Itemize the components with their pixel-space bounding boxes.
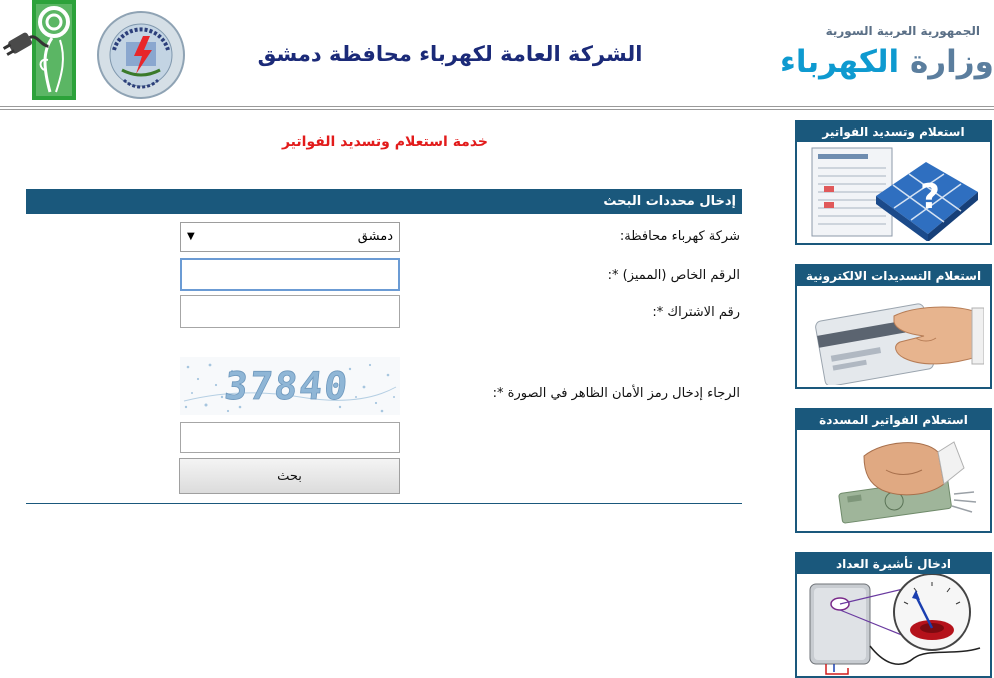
search-criteria-header: إدخال محددات البحث (26, 189, 742, 214)
panel-invoice-inquiry-title: استعلام وتسديد الفواتير (797, 122, 990, 142)
ministry-word: وزارة (909, 44, 994, 80)
private-number-input[interactable] (180, 258, 400, 291)
captcha-image (180, 357, 400, 415)
captcha-label: الرجاء إدخال رمز الأمان الظاهر في الصورة *: (492, 386, 740, 401)
meter-icon (804, 574, 984, 678)
plug-logo-icon (0, 0, 78, 102)
ministry-country-text: الجمهورية العربية السورية (825, 24, 980, 38)
company-select[interactable] (180, 222, 400, 252)
ministry-logo-text (780, 44, 994, 80)
captcha-text: 37840 (222, 364, 352, 408)
card-payment-icon (804, 286, 984, 385)
private-number-label: الرقم الخاص (المميز) *: (607, 268, 740, 283)
search-button[interactable]: بحث (179, 458, 400, 494)
panel-meter-reading[interactable] (795, 552, 992, 678)
header-divider (0, 106, 994, 107)
panel-paid-invoices[interactable] (795, 408, 992, 533)
panel-paid-invoices-title: استعلام الفواتير المسددة (797, 410, 990, 430)
subscription-number-label: رقم الاشتراك *: (652, 305, 740, 320)
company-label: شركة كهرباء محافظة: (619, 229, 740, 244)
ministry-name: الكهرباء (780, 44, 900, 80)
captcha-input[interactable] (180, 422, 400, 453)
subscription-number-input[interactable] (180, 295, 400, 328)
company-seal-logo (96, 10, 186, 100)
panel-electronic-payments-title: استعلام التسديدات الالكترونية (797, 266, 990, 286)
panel-meter-reading-title: ادخال تأشيرة العداد (797, 554, 990, 574)
invoice-question-icon (804, 142, 984, 241)
dropdown-arrow-icon: ▼ (187, 231, 195, 242)
site-title: الشركة العامة لكهرباء محافظة دمشق (257, 42, 643, 66)
money-hand-icon (804, 430, 984, 529)
header-divider-double (0, 109, 994, 110)
form-bottom-divider (26, 503, 742, 504)
company-select-value: دمشق (357, 229, 393, 244)
panel-invoice-inquiry[interactable] (795, 120, 992, 245)
service-title: خدمة استعلام وتسديد الفواتير (281, 134, 489, 150)
panel-electronic-payments[interactable] (795, 264, 992, 389)
svg-text:?: ? (919, 177, 940, 217)
